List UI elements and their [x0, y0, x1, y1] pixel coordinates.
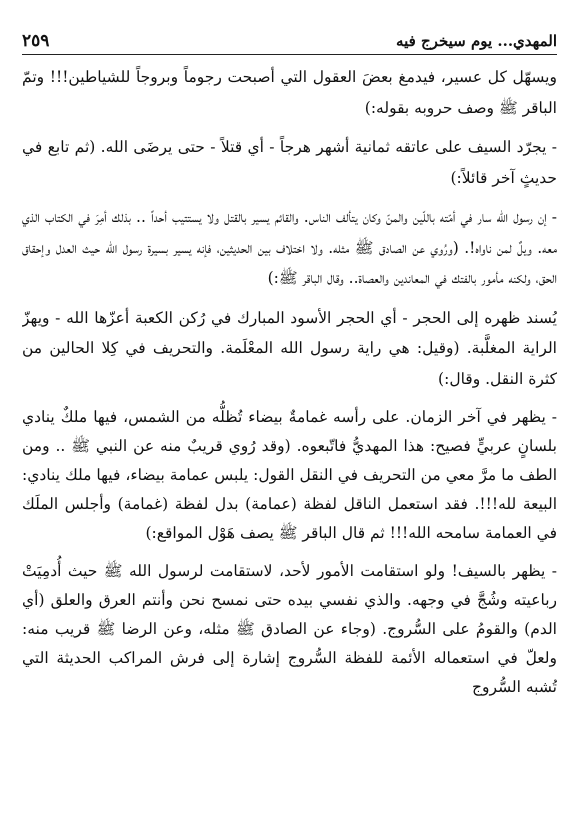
paragraph-2: - يجرّد السيف على عاتقه ثمانية أشهر هرجاً - أي قتلاً - حتى يرضَى الله. (ثم تابع في حديثٍ آخر قائلاً:)	[22, 138, 557, 187]
paragraph-5: - يظهر في آخر الزمان. على رأسه غمامةٌ بيضاء تُظلُّه من الشمس، فيها ملكٌ ينادي بلسانٍ عربيٍّ فصيح: هذا المهديُّ فاتّبعوه. (وقد رُوي قريبٌ منه عن النبي ﷺ .. ومن الطف ما مرَّ معي من التحريف في النقل القول: يلبس عمامة بيضاء، فيها ملك ينادي: البيعة لله!!!. فقد استعمل الناقل لفظة (عمامة) بدل لفظة (غمامة) وأجلس الملَك في العمامة سامحه الله!!! ثم قال الباقر ﷺ يصف هَوْل المواقع:)	[22, 408, 557, 542]
paragraph-1: ويسهّل كل عسير، فيدمغ بعضَ العقول التي أصبحت رجوماً وبروجاً للشياطين!!! وتمّ الباقر ﷺ وصف حروبه بقوله:)	[22, 68, 557, 117]
paragraph-6: - يظهر بالسيف! ولو استقامت الأمور لأحد، لاستقامت لرسول الله ﷺ حيث أُدمِيَتْ رباعيته وشُجَّ في وجهه. والذي نفسي بيده حتى نمسح نحن وأنتم العرق والعلق (أي الدم) والقومُ على السُّروج. (وجاء عن الصادق ﷺ مثله، وعن الرضا ﷺ قريب منه: ولعلّ في استعماله الأئمة للفظة السُّروج إشارة إلى فرش المراكب الحديثة التي تُشبه السُّروج	[22, 562, 557, 696]
body-text	[22, 62, 557, 830]
page-number: ٢٥٩	[22, 31, 50, 51]
paragraph-3: - إن رسول الله سار في أمّته باللّين والمنّ وكان يتألف الناس. والقائم يسير بالقتل ولا يستتيب أحداً .. بذلك أمِرَ في الكتاب الذي معه. ويلٌ لمن ناواه!. (ورُوي عن الصادق ﷺ مثله. ولا اختلاف بين الحديثين، فإنه يسير بسيرة رسول الله حيث العدل وإحقاق الحق، ولكنه مأمور بالفتك في المعاندين والعصاة.. وقال الباقر ﷺ:)	[22, 208, 557, 287]
paragraph-4: يُسند ظهره إلى الحجر - أي الحجر الأسود المبارك في رُكن الكعبة أعزّها الله - ويهزّ الراية المغلَّبة. (وقيل: هي راية رسول الله المعْلَمة. والتحريف في كِلا الحالين من كثرة النقل. وقال:)	[22, 308, 557, 388]
page-header	[22, 22, 557, 55]
running-title: المهدي... يوم سيخرج فيه	[396, 32, 557, 50]
